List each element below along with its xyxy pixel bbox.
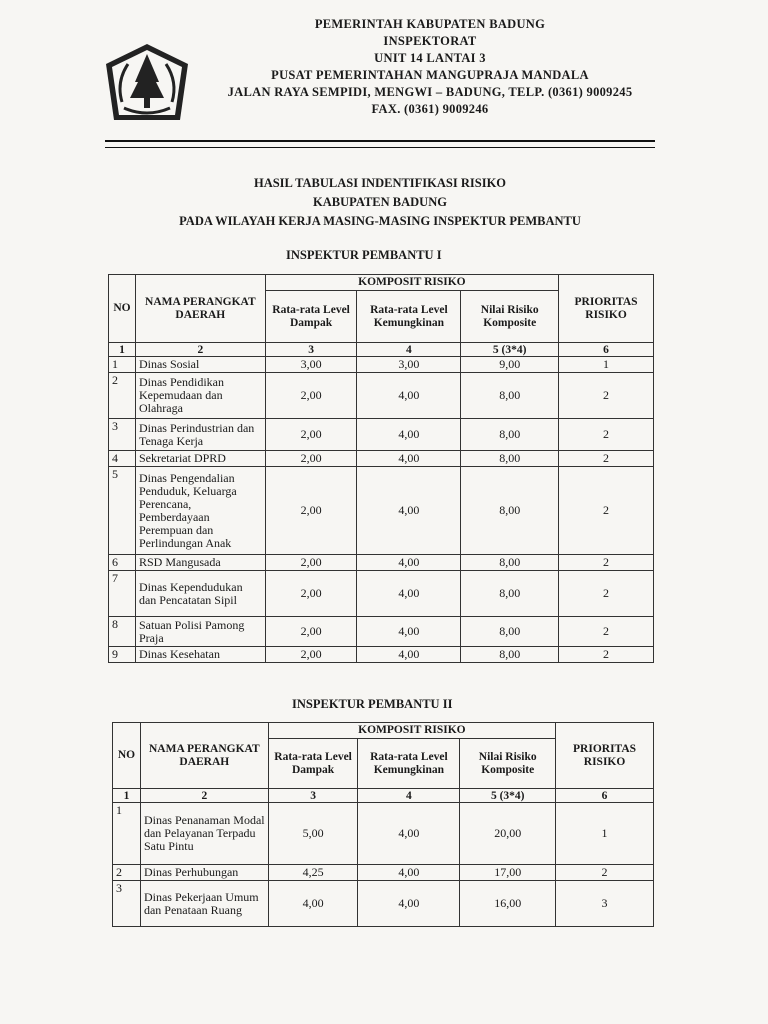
column-number: 2 [140,789,268,803]
table-row [109,451,654,467]
column-number: 6 [559,343,654,357]
row-prioritas: 2 [559,647,654,663]
table-row [109,373,654,419]
column-number: 6 [556,789,654,803]
row-kemungkinan: 4,00 [357,617,461,647]
row-no: 3 [113,881,141,927]
column-number: 5 (3*4) [460,789,556,803]
row-nilai: 16,00 [460,881,556,927]
risk-table-1 [108,274,654,663]
row-prioritas: 2 [559,419,654,451]
row-dampak: 2,00 [265,555,357,571]
section-title-2: INSPEKTUR PEMBANTU II [292,697,453,711]
letterhead-divider-thin [105,147,655,148]
title-line: KABUPATEN BADUNG [313,195,447,209]
row-dampak: 2,00 [265,419,357,451]
row-nilai: 8,00 [461,419,559,451]
row-dampak: 3,00 [265,357,357,373]
column-number: 2 [135,343,265,357]
table-row [109,467,654,555]
row-dampak: 2,00 [265,467,357,555]
row-dampak: 2,00 [265,451,357,467]
risk-table-2 [112,722,654,927]
row-nama: Dinas Penanaman Modal dan Pelayanan Terpadu Satu Pintu [140,803,268,865]
row-prioritas: 2 [559,555,654,571]
row-nama: Sekretariat DPRD [135,451,265,467]
row-no: 9 [109,647,136,663]
badung-regency-emblem-icon [104,42,190,124]
row-kemungkinan: 4,00 [357,647,461,663]
header-dampak: Rata-rata Level Dampak [268,739,358,789]
row-no: 7 [109,571,136,617]
section-title-1: INSPEKTUR PEMBANTU I [286,248,442,262]
header-nama: NAMA PERANGKAT DAERAH [140,723,268,789]
letterhead [100,12,660,132]
row-no: 3 [109,419,136,451]
row-nilai: 8,00 [461,571,559,617]
row-no: 5 [109,467,136,555]
row-dampak: 5,00 [268,803,358,865]
row-no: 4 [109,451,136,467]
table-row [109,617,654,647]
header-prioritas: PRIORITAS RISIKO [559,275,654,343]
row-nama: Dinas Pengendalian Penduduk, Keluarga Perencana, Pemberdayaan Perempuan dan Perlindungan Anak [135,467,265,555]
letterhead-line: UNIT 14 LANTAI 3 [374,51,486,65]
row-nama: Dinas Sosial [135,357,265,373]
row-nama: Dinas Pendidikan Kepemudaan dan Olahraga [135,373,265,419]
row-nama: RSD Mangusada [135,555,265,571]
column-number: 4 [358,789,460,803]
row-kemungkinan: 4,00 [357,467,461,555]
header-no: NO [113,723,141,789]
row-nilai: 8,00 [461,373,559,419]
header-komposit: KOMPOSIT RISIKO [265,275,558,291]
letterhead-line: PEMERINTAH KABUPATEN BADUNG [314,17,546,31]
row-dampak: 4,25 [268,865,358,881]
row-nilai: 9,00 [461,357,559,373]
letterhead-line: FAX. (0361) 9009246 [371,102,489,116]
row-nilai: 8,00 [461,467,559,555]
row-prioritas: 3 [556,881,654,927]
row-prioritas: 1 [556,803,654,865]
table-row [109,555,654,571]
row-no: 1 [109,357,136,373]
row-kemungkinan: 4,00 [357,555,461,571]
letterhead-line: JALAN RAYA SEMPIDI, MENGWI – BADUNG, TELP. (0361) 9009245 [227,85,633,99]
row-prioritas: 2 [559,617,654,647]
row-nama: Dinas Kependudukan dan Pencatatan Sipil [135,571,265,617]
header-nama: NAMA PERANGKAT DAERAH [135,275,265,343]
letterhead-line: PUSAT PEMERINTAHAN MANGUPRAJA MANDALA [271,68,589,82]
letterhead-divider-thick [105,140,655,142]
letterhead-text [200,16,660,118]
header-kemungkinan: Rata-rata Level Kemungkinan [357,291,461,343]
row-nama: Dinas Pekerjaan Umum dan Penataan Ruang [140,881,268,927]
row-kemungkinan: 4,00 [358,803,460,865]
letterhead-line: INSPEKTORAT [383,34,477,48]
title-line: PADA WILAYAH KERJA MASING-MASING INSPEKTUR PEMBANTU [179,214,581,228]
header-no: NO [109,275,136,343]
row-dampak: 2,00 [265,571,357,617]
row-nilai: 8,00 [461,451,559,467]
header-komposit: KOMPOSIT RISIKO [268,723,555,739]
row-prioritas: 2 [559,467,654,555]
row-nama: Dinas Perindustrian dan Tenaga Kerja [135,419,265,451]
row-kemungkinan: 4,00 [357,419,461,451]
header-nilai: Nilai Risiko Komposite [460,739,556,789]
row-kemungkinan: 4,00 [358,881,460,927]
row-kemungkinan: 3,00 [357,357,461,373]
row-prioritas: 2 [559,373,654,419]
row-no: 2 [113,865,141,881]
row-nama: Dinas Kesehatan [135,647,265,663]
row-nilai: 20,00 [460,803,556,865]
row-nilai: 8,00 [461,555,559,571]
header-prioritas: PRIORITAS RISIKO [556,723,654,789]
table-row [109,647,654,663]
row-nilai: 8,00 [461,647,559,663]
header-kemungkinan: Rata-rata Level Kemungkinan [358,739,460,789]
row-dampak: 2,00 [265,647,357,663]
table-row [113,881,654,927]
row-nilai: 17,00 [460,865,556,881]
column-number: 1 [113,789,141,803]
row-no: 8 [109,617,136,647]
table-row [113,803,654,865]
header-dampak: Rata-rata Level Dampak [265,291,357,343]
row-dampak: 4,00 [268,881,358,927]
row-dampak: 2,00 [265,373,357,419]
row-no: 6 [109,555,136,571]
row-nama: Satuan Polisi Pamong Praja [135,617,265,647]
row-kemungkinan: 4,00 [357,571,461,617]
table-row [113,865,654,881]
row-dampak: 2,00 [265,617,357,647]
table-row [109,419,654,451]
row-nama: Dinas Perhubungan [140,865,268,881]
column-number: 3 [265,343,357,357]
row-kemungkinan: 4,00 [357,451,461,467]
row-prioritas: 2 [559,571,654,617]
row-kemungkinan: 4,00 [357,373,461,419]
row-no: 1 [113,803,141,865]
title-line: HASIL TABULASI INDENTIFIKASI RISIKO [253,176,507,190]
table-row [109,571,654,617]
column-number: 1 [109,343,136,357]
row-kemungkinan: 4,00 [358,865,460,881]
column-number: 3 [268,789,358,803]
table-row [109,357,654,373]
column-number: 4 [357,343,461,357]
row-nilai: 8,00 [461,617,559,647]
column-number: 5 (3*4) [461,343,559,357]
row-no: 2 [109,373,136,419]
row-prioritas: 2 [559,451,654,467]
header-nilai: Nilai Risiko Komposite [461,291,559,343]
row-prioritas: 1 [559,357,654,373]
row-prioritas: 2 [556,865,654,881]
document-title [120,174,640,231]
